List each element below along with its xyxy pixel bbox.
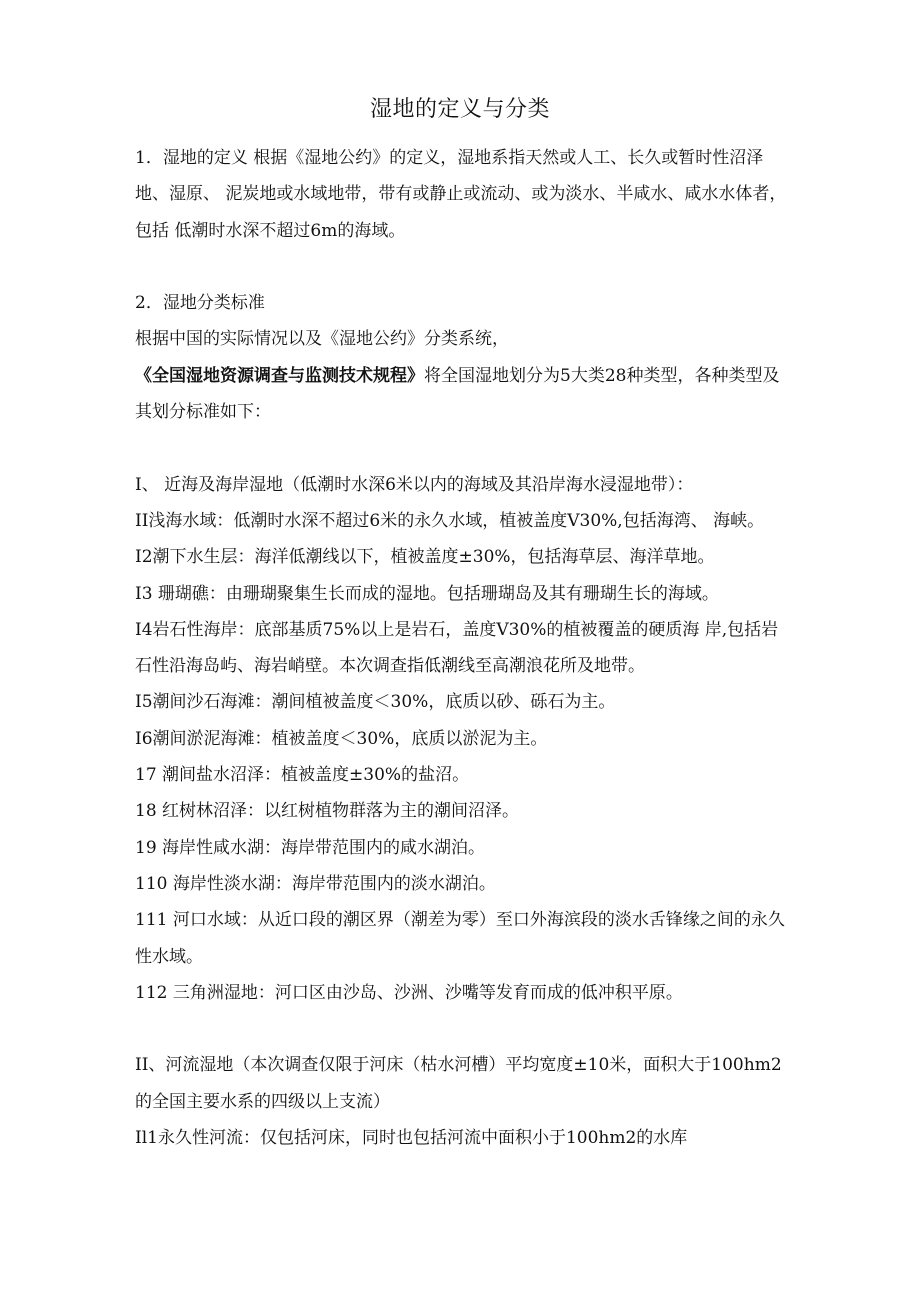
list-item: I5潮间沙石海滩：潮间植被盖度＜30%，底质以砂、砾石为主。 xyxy=(135,692,616,713)
classification-heading: 2．湿地分类标准 xyxy=(135,293,265,314)
list-item: 19 海岸性咸水湖：海岸带范围内的咸水湖泊。 xyxy=(135,837,486,858)
paragraph-gap xyxy=(135,249,787,285)
list-item: 111 河口水域：从近口段的潮区界（潮差为零）至口外海滨段的淡水舌锋缘之间的永久性水域。 xyxy=(135,910,785,967)
list-item: 110 海岸性淡水湖：海岸带范围内的淡水湖泊。 xyxy=(135,873,496,894)
paragraph-gap xyxy=(135,430,787,466)
paragraph-gap xyxy=(135,1011,787,1047)
list-item: I6潮间淤泥海滩：植被盖度＜30%，底质以淤泥为主。 xyxy=(135,728,548,749)
list-item: Il1永久性河流：仅包括河床，同时也包括河流中面积小于100hm2的水库 xyxy=(135,1128,688,1149)
list-item: I2潮下水生层：海洋低潮线以下，植被盖度±30%，包括海草层、海洋草地。 xyxy=(135,547,715,568)
category-heading-river: II、河流湿地（本次调查仅限于河床（枯水河槽）平均宽度±10米，面积大于100hm2的全国主要水系的四级以上支流） xyxy=(135,1055,782,1112)
list-item: 18 红树林沼泽：以红树植物群落为主的潮间沼泽。 xyxy=(135,801,520,822)
list-item: II浅海水域：低潮时水深不超过6米的永久水域，植被盖度V30%,包括海湾、 海峡。 xyxy=(135,510,765,531)
list-item: 112 三角洲湿地：河口区由沙岛、沙洲、沙嘴等发育而成的低冲积平原。 xyxy=(135,982,683,1003)
list-item: I4岩石性海岸：底部基质75%以上是岩石，盖度V30%的植被覆盖的硬质海 岸,包括岩石性沿海岛屿、海岩峭壁。本次调查指低潮线至高潮浪花所及地带。 xyxy=(135,619,779,677)
classification-intro xyxy=(135,321,787,430)
document-body xyxy=(135,140,787,1156)
intro-text-before: 根据中国的实际情况以及《湿地公约》分类系统， xyxy=(135,329,509,350)
page-title: 湿地的定义与分类 xyxy=(369,97,550,122)
category-heading-coastal: I、 近海及海岸湿地（低潮时水深6米以内的海域及其沿岸海水浸湿地带）： xyxy=(135,474,694,495)
list-item: I3 珊瑚礁：由珊瑚聚集生长而成的湿地。包括珊瑚岛及其有珊瑚生长的海域。 xyxy=(135,583,719,604)
list-item: 17 潮间盐水沼泽：植被盖度±30%的盐沼。 xyxy=(135,765,470,786)
regulation-title: 《全国湿地资源调查与监测技术规程》 xyxy=(135,365,424,386)
intro-text-after: 将全国湿地划分为5大类28种类型，各种类型及其划分标准如下： xyxy=(135,365,780,423)
definition-paragraph: 1．湿地的定义 根据《湿地公约》的定义，湿地系指天然或人工、长久或暂时性沼泽地、湿原、 泥炭地或水域地带，带有或静止或流动、或为淡水、半咸水、咸水水体者，包括 低潮时水深不超过6m的海域。 xyxy=(135,148,787,241)
